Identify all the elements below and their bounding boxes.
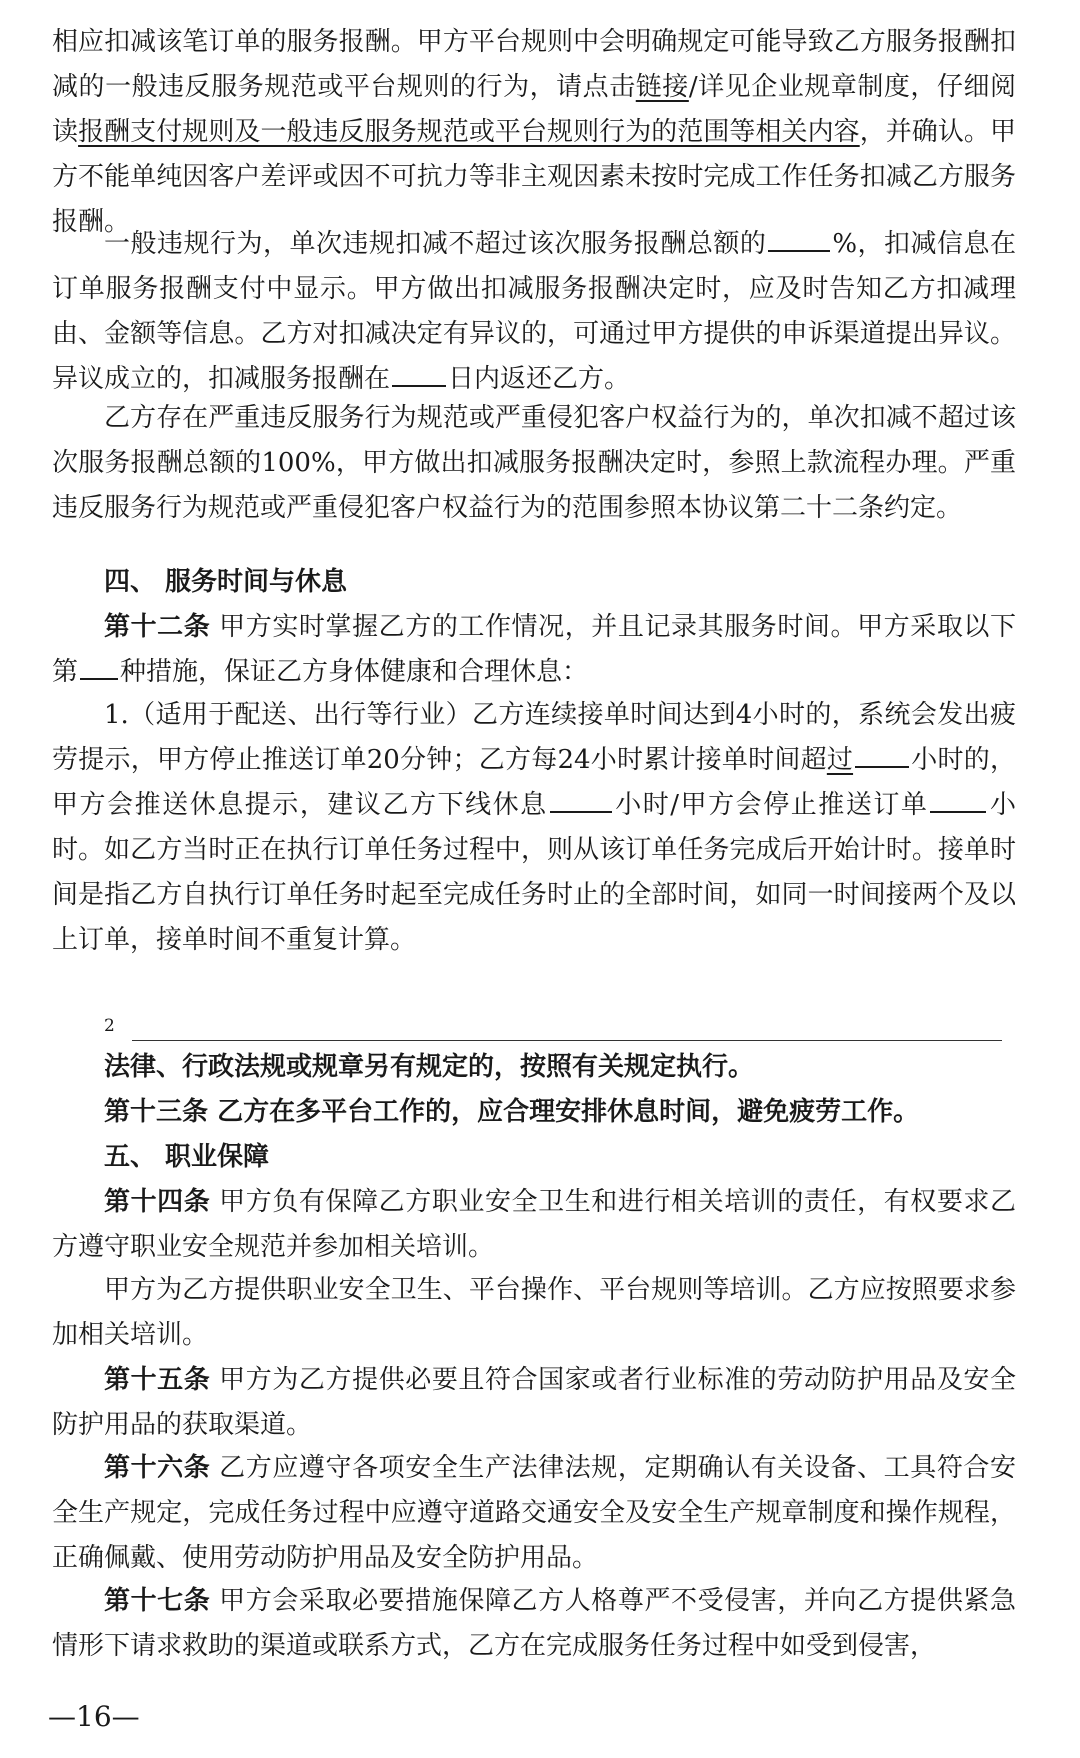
article-12-item-1: 1.（适用于配送、出行等行业）乙方连续接单时间达到4小时的，系统会发出疲劳提示，甲方停止推送订单20分钟；乙方每24小时累计接单时间超过 小时的， 甲方会推送休息提示，建议乙方下线休息 小时/甲方会停止推送订单 小时。如乙方当时正在执行订单任务过程中，则从该订单任务完成后开始计时。接单时间是指乙方自执行订单任务时起至完成任务时止的全部时间，如同一时间接两个及以上订单，接单时间不重复计算。 bbox=[52, 700, 1016, 955]
paragraph-training: 甲方为乙方提供职业安全卫生、平台操作、平台规则等培训。乙方应按照要求参加相关培训。 bbox=[52, 1275, 1016, 1350]
article-14: 第十四条 甲方负有保障乙方职业安全卫生和进行相关培训的责任，有权要求乙方遵守职业安全规范并参加相关培训。 bbox=[52, 1187, 1016, 1262]
paragraph-remuneration-deduction: 相应扣减该笔订单的服务报酬。甲方平台规则中会明确规定可能导致乙方服务报酬扣减的一般违反服务规范或平台规则的行为，请点击链接/详见企业规章制度，仔细阅读报酬支付规则及一般违反服务规范或平台规则行为的范围等相关内容，并确认。甲方不能单纯因客户差评或因不可抗力等非主观因素未按时完成工作任务扣减乙方服务报酬。 bbox=[52, 27, 1016, 237]
article-16: 第十六条 乙方应遵守各项安全生产法律法规，定期确认有关设备、工具符合安全生产规定，完成任务过程中应遵守道路交通安全及安全生产规章制度和操作规程，正确佩戴、使用劳动防护用品及安全防护用品。 bbox=[52, 1453, 1016, 1573]
rest-hours-blank[interactable] bbox=[550, 785, 612, 813]
rules-link[interactable]: 链接 bbox=[635, 72, 689, 102]
article-15-label: 第十五条 bbox=[104, 1365, 211, 1395]
stop-push-hours-blank[interactable] bbox=[930, 785, 986, 813]
paragraph-general-violation: 一般违规行为，单次违规扣减不超过该次服务报酬总额的 %，扣减信息在订单服务报酬支付中显示。甲方做出扣减服务报酬决定时，应及时告知乙方扣减理由、金额等信息。乙方对扣减决定有异议的，可通过甲方提供的申诉渠道提出异议。异议成立的，扣减服务报酬在 日内返还乙方。 bbox=[52, 222, 1016, 402]
cumulative-hours-blank[interactable] bbox=[855, 740, 909, 768]
footnote-text: 法律、行政法规或规章另有规定的，按照有关规定执行。 bbox=[104, 1052, 755, 1082]
deduction-percent-blank[interactable] bbox=[768, 224, 830, 252]
article-12: 第十二条 甲方实时掌握乙方的工作情况，并且记录其服务时间。甲方采取以下第 种措施，保证乙方身体健康和合理休息： bbox=[52, 612, 1016, 687]
paragraph-serious-violation: 乙方存在严重违反服务行为规范或严重侵犯客户权益行为的，单次扣减不超过该次服务报酬总额的100%，甲方做出扣减服务报酬决定时，参照上款流程办理。严重违反服务行为规范或严重侵犯客户权益行为的范围参照本协议第二十二条约定。 bbox=[52, 403, 1016, 523]
article-12-label: 第十二条 bbox=[104, 612, 211, 642]
measure-choice-blank[interactable] bbox=[80, 652, 118, 680]
footnote-divider bbox=[132, 1040, 1002, 1041]
footnote-number: 2 bbox=[104, 1016, 115, 1036]
article-17-label: 第十七条 bbox=[104, 1586, 211, 1616]
article-14-label: 第十四条 bbox=[104, 1187, 211, 1217]
article-13-label: 第十三条 bbox=[104, 1097, 209, 1127]
article-17: 第十七条 甲方会采取必要措施保障乙方人格尊严不受侵害，并向乙方提供紧急情形下请求救助的渠道或联系方式，乙方在完成服务任务过程中如受到侵害， bbox=[52, 1586, 1016, 1661]
article-13: 第十三条 乙方在多平台工作的，应合理安排休息时间，避免疲劳工作。 bbox=[104, 1097, 920, 1127]
article-16-label: 第十六条 bbox=[104, 1453, 211, 1483]
section-heading-service-time: 四、 服务时间与休息 bbox=[104, 567, 348, 597]
payment-rules-underlined-text: 报酬支付规则及一般违反服务规范或平台规则行为的范围等相关内容 bbox=[78, 117, 860, 147]
page-number: —16— bbox=[48, 1700, 140, 1733]
article-15: 第十五条 甲方为乙方提供必要且符合国家或者行业标准的劳动防护用品及安全防护用品的获取渠道。 bbox=[52, 1365, 1016, 1440]
section-heading-occupational-protection: 五、 职业保障 bbox=[104, 1142, 270, 1172]
refund-days-blank[interactable] bbox=[392, 359, 446, 387]
